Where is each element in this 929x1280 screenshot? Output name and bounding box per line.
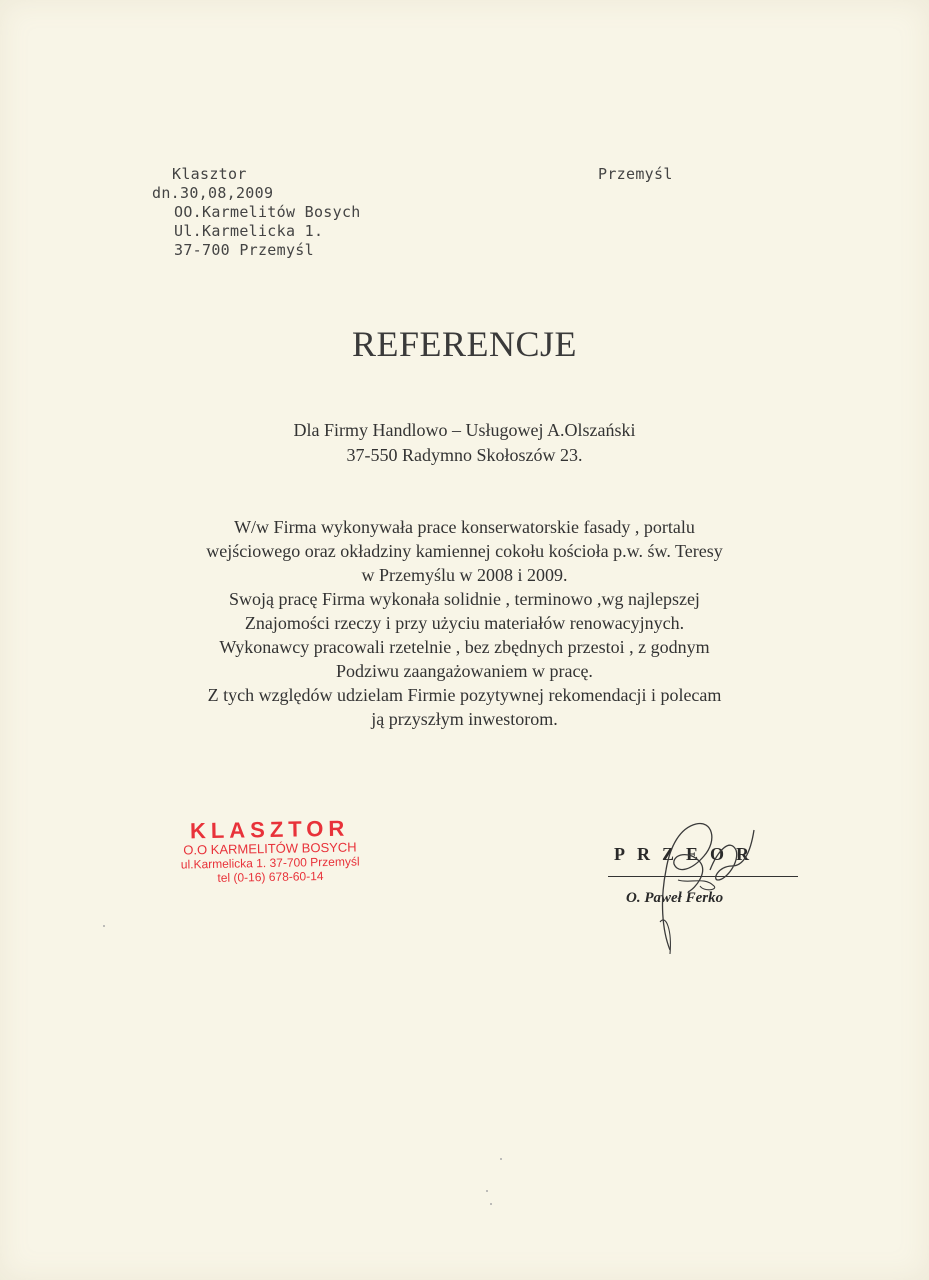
- recipient-line-1: Dla Firmy Handlowo – Usługowej A.Olszański: [293, 420, 636, 440]
- monastery-stamp: [164, 816, 375, 886]
- address-line-2: Ul.Karmelicka 1.: [174, 222, 324, 240]
- letter-date: dn.30,08,2009: [152, 184, 274, 202]
- address-line-3: 37-700 Przemyśl: [174, 241, 314, 259]
- paper-speck: [103, 925, 105, 927]
- stamp-line: ul.Karmelicka 1. 37-700 Przemyśl: [180, 854, 360, 872]
- sender-name: Klasztor: [172, 165, 247, 183]
- body-line: Wykonawcy pracowali rzetelnie , bez zbędnych przestoi , z godnym: [219, 637, 710, 657]
- handwritten-signature: [600, 810, 820, 960]
- signature-block: [600, 810, 820, 960]
- body-line: w Przemyślu w 2008 i 2009.: [361, 565, 568, 585]
- stamp-line: tel (0-16) 678-60-14: [217, 869, 324, 885]
- document-title: REFERENCJE: [351, 324, 578, 364]
- stamp-line: O.O KARMELITÓW BOSYCH: [183, 839, 357, 858]
- recipient-line-2: 37-550 Radymno Skołoszów 23.: [346, 445, 583, 465]
- body-line: Podziwu zaangażowaniem w pracę.: [336, 661, 593, 681]
- stamp-title: KLASZTOR: [189, 815, 350, 844]
- body-line: wejściowego oraz okładziny kamiennej cokołu kościoła p.w. św. Teresy: [206, 541, 723, 561]
- body-line: Swoją pracę Firma wykonała solidnie , terminowo ,wg najlepszej: [229, 589, 700, 609]
- body-line: Znajomości rzeczy i przy użyciu materiałów renowacyjnych.: [244, 613, 685, 633]
- city: Przemyśl: [598, 165, 673, 183]
- address-line-1: OO.Karmelitów Bosych: [174, 203, 361, 221]
- paper-speck: [486, 1190, 488, 1192]
- body-line: W/w Firma wykonywała prace konserwatorskie fasady , portalu: [234, 517, 695, 537]
- body-line: Z tych względów udzielam Firmie pozytywnej rekomendacji i polecam: [207, 685, 722, 705]
- paper-speck: [490, 1203, 492, 1205]
- paper-speck: [500, 1158, 502, 1160]
- signatory-name: O. Paweł Ferko: [626, 890, 724, 906]
- body-paragraph: [0, 515, 929, 731]
- body-line: ją przyszłym inwestorom.: [371, 709, 558, 729]
- signature-title: PRZEOR: [614, 844, 762, 864]
